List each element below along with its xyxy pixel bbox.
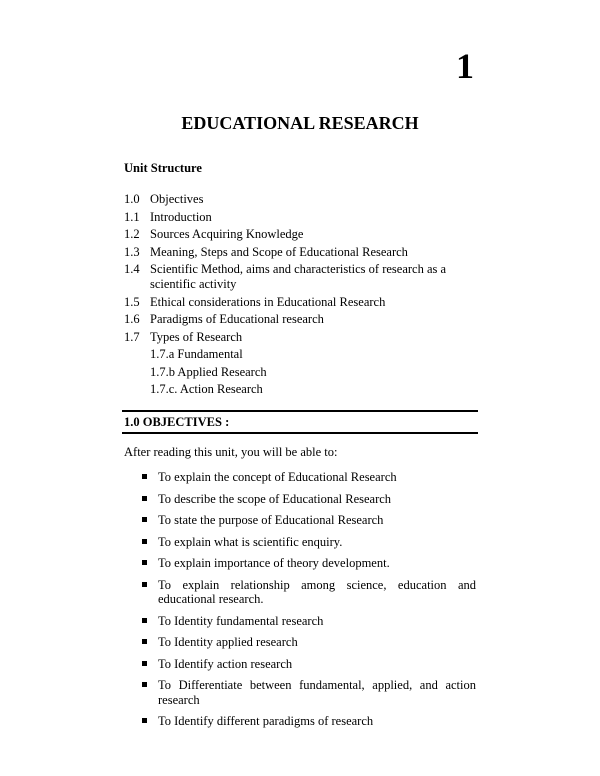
toc-item (124, 312, 484, 327)
objective-item: To explain what is scientific enquiry. (158, 535, 476, 550)
toc-item (124, 262, 484, 292)
objective-item: To Identify different paradigms of research (158, 714, 476, 729)
toc-item-number: 1.1 (124, 209, 140, 224)
toc-item (124, 330, 484, 345)
toc-item-number: 1.6 (124, 312, 140, 326)
toc-item-text: Ethical considerations in Educational Research (150, 294, 386, 309)
toc-item-number: 1.3 (124, 244, 140, 259)
toc-item (124, 295, 484, 310)
toc-subitem-text: 1.7.c. Action Research (150, 382, 263, 396)
toc-item-text: Paradigms of Educational research (150, 312, 324, 326)
toc-item-number: 1.4 (124, 262, 140, 276)
objective-item: To explain relationship among science, education and educational research. (158, 577, 476, 606)
toc-item-number: 1.7 (124, 329, 140, 344)
toc-item-text: Scientific Method, aims and characteristics of research as a scientific activity (150, 262, 447, 291)
unit-number: 1 (456, 46, 474, 86)
toc-subitem (124, 347, 484, 362)
toc-item-number: 1.0 (124, 192, 140, 206)
toc-item (124, 227, 484, 242)
toc-subitem-text: 1.7.b Applied Research (150, 364, 267, 379)
objective-item: To state the purpose of Educational Research (158, 513, 476, 528)
toc-item-text: Meaning, Steps and Scope of Educational Research (150, 244, 408, 259)
toc-item-number: 1.5 (124, 294, 140, 309)
toc-item (124, 192, 484, 207)
objective-item: To describe the scope of Educational Research (158, 492, 476, 507)
objective-item: To Identify action research (158, 657, 476, 672)
toc-subitem-text: 1.7.a Fundamental (150, 347, 243, 361)
objective-item: To explain the concept of Educational Research (158, 470, 476, 485)
toc-item (124, 245, 484, 260)
toc-subitem (124, 365, 484, 380)
objective-item: To Identity applied research (158, 635, 476, 650)
toc-item-text: Sources Acquiring Knowledge (150, 227, 304, 241)
toc-item-text: Introduction (150, 209, 212, 224)
unit-structure-list (124, 192, 484, 400)
objective-item: To explain importance of theory development. (158, 556, 476, 571)
toc-item-text: Types of Research (150, 329, 243, 344)
unit-structure-heading: Unit Structure (124, 161, 202, 175)
objectives-heading: 1.0 OBJECTIVES : (124, 415, 230, 429)
toc-subitem (124, 382, 484, 397)
page-title: EDUCATIONAL RESEARCH (181, 113, 419, 133)
objectives-list (158, 470, 476, 736)
toc-item (124, 210, 484, 225)
toc-item-number: 1.2 (124, 227, 140, 241)
objective-item: To Differentiate between fundamental, applied, and action research (158, 678, 476, 707)
objectives-intro: After reading this unit, you will be able to: (124, 445, 338, 459)
objective-item: To Identity fundamental research (158, 614, 476, 629)
section-rule-bottom (122, 432, 478, 434)
section-rule-top (122, 410, 478, 412)
toc-item-text: Objectives (150, 192, 204, 206)
